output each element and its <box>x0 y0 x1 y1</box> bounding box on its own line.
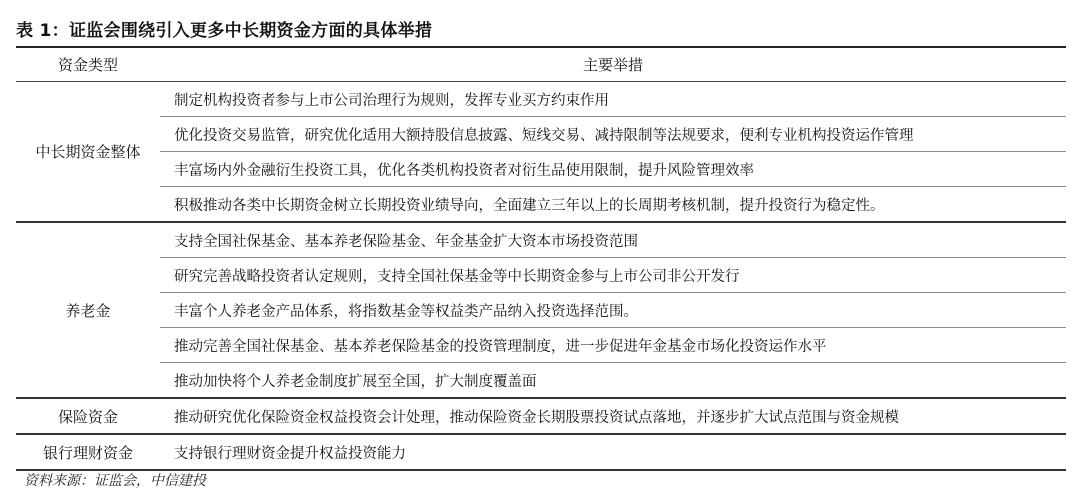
group-bank-wealth <box>16 435 1066 471</box>
group-insurance <box>16 399 1066 435</box>
category-cell: 养老金 <box>65 301 111 320</box>
category-cell: 保险资金 <box>57 407 118 426</box>
measures-table <box>16 46 1066 471</box>
group-pension <box>16 223 1066 399</box>
measure-row: 丰富场内外金融衍生投资工具，优化各类机构投资者对衍生品使用限制，提升风险管理效率 <box>160 152 1066 187</box>
header-fund-type: 资金类型 <box>57 56 118 74</box>
header-main-measures: 主要举措 <box>582 56 643 74</box>
measure-row: 优化投资交易监管，研究优化适用大额持股信息披露、短线交易、减持限制等法规要求，便利专业机构投资运作管理 <box>160 117 1066 152</box>
table-header <box>16 48 1066 82</box>
measure-row: 研究完善战略投资者认定规则，支持全国社保基金等中长期资金参与上市公司非公开发行 <box>160 258 1066 293</box>
measure-row: 支持全国社保基金、基本养老保险基金、年金基金扩大资本市场投资范围 <box>160 223 1066 258</box>
measure-row: 制定机构投资者参与上市公司治理行为规则，发挥专业买方约束作用 <box>160 82 1066 117</box>
measure-row: 推动加快将个人养老金制度扩展至全国，扩大制度覆盖面 <box>174 373 537 390</box>
measure-row: 积极推动各类中长期资金树立长期投资业绩导向，全面建立三年以上的长周期考核机制，提升投资行为稳定性。 <box>174 197 885 214</box>
measure-row: 丰富个人养老金产品体系，将指数基金等权益类产品纳入投资选择范围。 <box>160 293 1066 328</box>
measure-row: 推动完善全国社保基金、基本养老保险基金的投资管理制度，进一步促进年金基金市场化投资运作水平 <box>160 328 1066 363</box>
table-title: 表 1：证监会围绕引入更多中长期资金方面的具体举措 <box>16 21 433 41</box>
group-long-term-funds <box>16 82 1066 223</box>
measure-row: 支持银行理财资金提升权益投资能力 <box>174 445 406 462</box>
category-cell: 中长期资金整体 <box>35 143 141 161</box>
measure-row: 推动研究优化保险资金权益投资会计处理，推动保险资金长期股票投资试点落地，并逐步扩大试点范围与资金规模 <box>174 409 899 426</box>
category-cell: 银行理财资金 <box>42 443 133 462</box>
source-note: 资料来源：证监会，中信建投 <box>24 473 206 489</box>
